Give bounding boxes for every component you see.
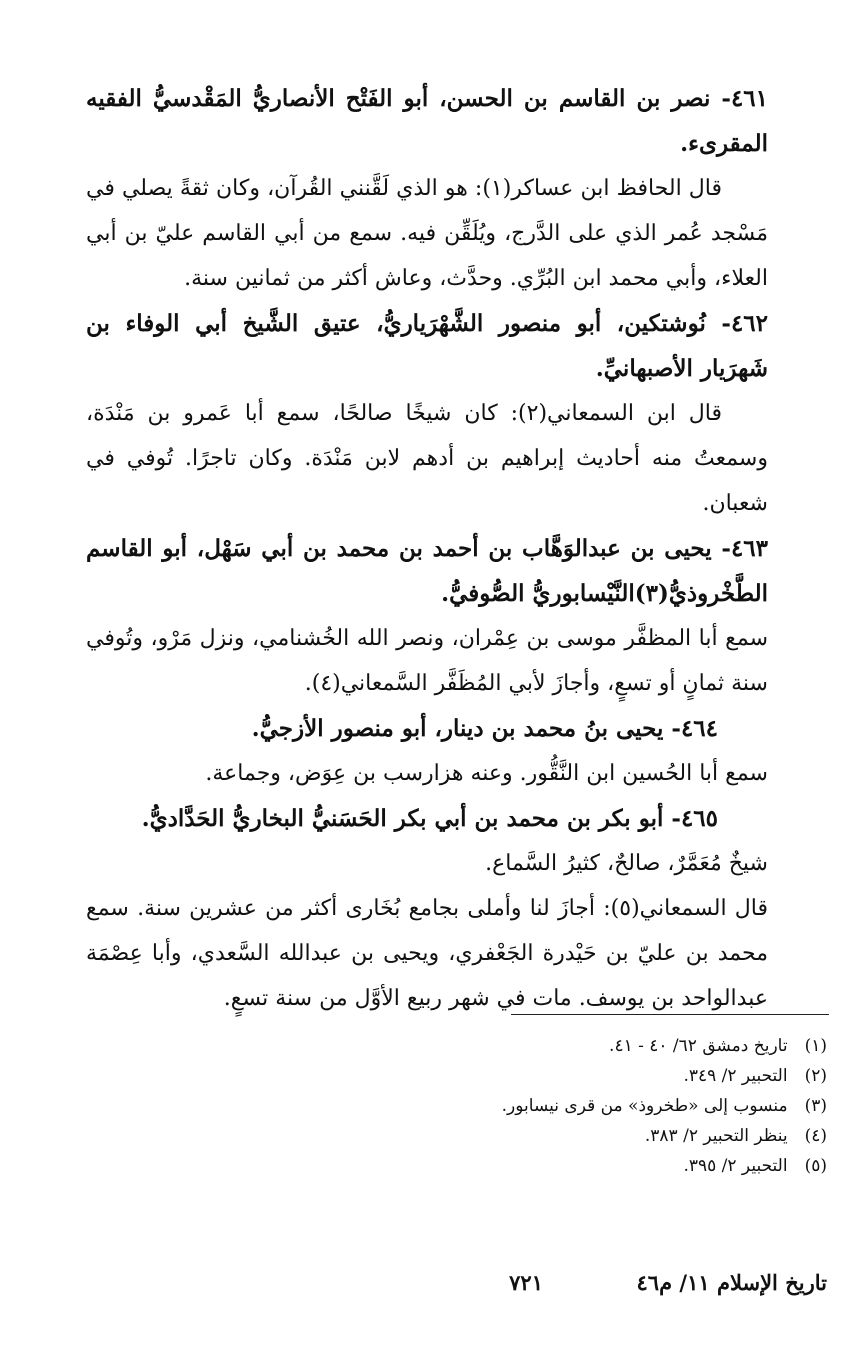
footnote-item	[300, 1031, 827, 1061]
entry-heading-463: ٤٦٣- يحيى بن عبدالوَهَّاب بن أحمد بن محمد بن أبي سَهْل، أبو القاسم الطَّخْروذيُّ(٣)النَّيْسابوريُّ الصُّوفيُّ.	[86, 535, 768, 607]
entry-paragraph-462: قال ابن السمعاني(٢): كان شيخًا صالحًا، سمع أبا عَمرو بن مَنْدَة، وسمعتُ منه أحاديث إبراهيم بن أدهم لابن مَنْدَة. وكان تاجرًا. تُوفي في شعبان.	[86, 401, 768, 516]
running-title: تاريخ الإسلام ١١/ م٤٦	[636, 1270, 827, 1295]
footnote-text: منسوب إلى «طخروذ» من قرى نيسابور.	[501, 1096, 788, 1116]
footnote-text: تاريخ دمشق ٦٢/ ٤٠ - ٤١.	[609, 1036, 788, 1056]
footnote-number: (٥)	[804, 1156, 827, 1176]
footnote-number: (٤)	[804, 1126, 827, 1146]
entry-paragraph-463: سمع أبا المظفَّر موسى بن عِمْران، ونصر الله الخُشنامي، ونزل مَرْو، وتُوفي سنة ثمانٍ أو تسعٍ، وأجازَ لأبي المُظَفَّر السَّمعاني(٤).	[86, 626, 768, 696]
entry-heading-462: ٤٦٢- نُوشتكين، أبو منصور الشَّهْرَياريُّ، عتيق الشَّيخ أبي الوفاء بن شَهرَيار الأصبهانيِّ.	[86, 310, 768, 382]
footnote-number: (١)	[804, 1036, 827, 1056]
footnote-text: التحبير ٢/ ٣٤٩.	[683, 1066, 788, 1086]
entry-paragraph-465a: شيخٌ مُعَمَّرٌ، صالحٌ، كثيرُ السَّماع.	[485, 851, 768, 876]
entry-paragraph-465b: قال السمعاني(٥): أجازَ لنا وأملى بجامع بُخَارى أكثر من عشرين سنة. سمع محمد بن عليّ بن حَيْدرة الجَعْفري، ويحيى بن عبدالله السَّعدي، وأبا عِصْمَة عبدالواحد بن يوسف. مات في شهر ربيع الأوَّل من سنة تسعٍ.	[86, 896, 769, 1011]
footnotes	[300, 1031, 827, 1181]
main-text	[86, 76, 768, 1021]
footnote-number: (٢)	[804, 1066, 827, 1086]
footnote-separator	[511, 1014, 829, 1015]
footnote-number: (٣)	[804, 1096, 827, 1116]
page-footer	[420, 1270, 827, 1310]
footnote-text: ينظر التحبير ٢/ ٣٨٣.	[644, 1126, 788, 1146]
entry-paragraph-461: قال الحافظ ابن عساكر(١): هو الذي لَقَّنني القُرآن، وكان ثقةً يصلي في مَسْجد عُمر الذي على الدَّرج، ويُلَقِّن فيه. سمع من أبي القاسم عليّ بن أبي العلاء، وأبي محمد ابن البُرِّي. وحدَّث، وعاش أكثر من ثمانين سنة.	[86, 176, 768, 291]
footnote-item	[300, 1151, 827, 1181]
footnote-item	[300, 1121, 827, 1151]
footnote-text: التحبير ٢/ ٣٩٥.	[683, 1156, 788, 1176]
entry-heading-465: ٤٦٥- أبو بكر بن محمد بن أبي بكر الحَسَنيُّ البخاريُّ الحَدَّاديُّ.	[141, 805, 718, 832]
entry-paragraph-464: سمع أبا الحُسين ابن النَّقُّور. وعنه هزارسب بن عِوَض، وجماعة.	[205, 761, 768, 786]
entry-heading-461: ٤٦١- نصر بن القاسم بن الحسن، أبو الفَتْح الأنصاريُّ المَقْدسيُّ الفقيه المقرىء.	[86, 85, 768, 157]
entry-heading-464: ٤٦٤- يحيى بنُ محمد بن دينار، أبو منصور الأزجيُّ.	[251, 715, 718, 742]
footnote-item	[300, 1091, 827, 1121]
footnote-item	[300, 1061, 827, 1091]
page-number: ٧٢١	[509, 1270, 543, 1295]
